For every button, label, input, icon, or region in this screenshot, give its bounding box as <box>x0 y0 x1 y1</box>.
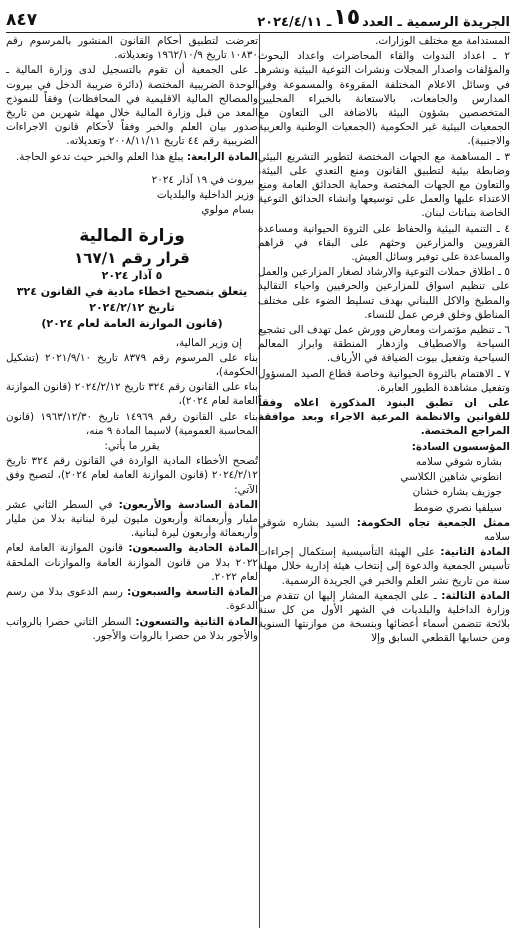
article-item <box>6 615 258 643</box>
paragraph: ٢ ـ اعداد الندوات والقاء المحاضرات واعداد البحوث والمؤلفات واصدار المجلات ونشرات التوعية البيئية ونشرها في وسائل الاعلام المختلفة المقروءة والمسموعة وفي المدارس والجامعات، بالاستعانة بالخبراء المحليين المتخصصين بشؤون البيئة بالاضافة الى التعاون مع الجمعيات البيئية غير الحكومية (الجمعيات الوطنية والعربية والاجنبية). <box>258 50 510 148</box>
paragraph: المستدامة مع مختلف الوزارات. <box>375 35 510 47</box>
preamble-line: بناء على المرسوم رقم ٨٣٧٩ تاريخ ٢٠٢١/٩/١٠ (تشكيل الحكومة)، <box>6 351 258 379</box>
left-column <box>6 34 258 930</box>
decision-subject <box>6 284 258 331</box>
preamble-line: إن وزير المالية، <box>175 336 242 349</box>
signature-title: وزير الداخلية والبلديات <box>156 189 254 202</box>
article-four <box>6 150 258 164</box>
article-text: قانون الموازنة العامة لعام ٢٠٢٢ بدلا من قانون الموازنة العامة والموازنات الملحقة لعام ٢٠٢٢. <box>6 542 258 583</box>
paragraph: ٧ ـ الاهتمام بالثروة الحيوانية وخاصة قطاع الصيد المسؤول وتفعيل مشاهدة الطيور العابرة. <box>258 367 510 394</box>
founder-name: بشاره شوقي سلامه <box>415 455 502 468</box>
decision-number: قرار رقم ١٦٧/١ <box>74 249 190 268</box>
article-label: المادة الثانية والتسعون: <box>135 615 258 628</box>
paragraph: ٦ ـ تنظيم مؤتمرات ومعارض وورش عمل تهدف الى تشجيع السياحة والاصطياف وازدهار المنطقة وابراز المعالم السياحية وتفعيل بيوت الضيافة في الأرياف. <box>258 324 510 365</box>
article-text: في السطر الثاني عشر مليار وأربعمائة وأربعون مليون ليرة لبنانية بدلا من مليار وأربعمائة وأربعون ليرة لبنانية. <box>6 498 258 540</box>
founders-list <box>258 455 510 515</box>
issue-number: ١٥ <box>333 5 361 30</box>
preamble-line: بناء على القانون رقم ١٤٩٦٩ تاريخ ١٩٦٣/١٢/٣٠ (قانون المحاسبة العمومية) لاسيما المادة ٩ منه، <box>6 410 258 437</box>
right-column <box>258 34 510 930</box>
founder-name: سيلفيا نصري ضومط <box>413 501 502 514</box>
paragraph: تعرضت لتطبيق أحكام القانون المنشور بالمرسوم رقم ١٠٨٣٠ تاريخ ١٩٦٢/١٠/٩ وتعديلاته. <box>6 35 258 62</box>
decision-date: ٥ آذار ٢٠٢٤ <box>101 269 163 283</box>
article-text: على الهيئة التأسيسية إستكمال إجراءات تأسيس الجمعية والدعوة إلى إنتخاب هيئة إدارية خلال مهلة سنة من تاريخ نشر العلم والخبر في الجريدة الرسمية. <box>258 546 510 587</box>
article-item <box>6 541 258 584</box>
article-three <box>258 589 510 646</box>
subject-line: تاريخ ٢٠٢٤/٢/١٢ <box>89 300 175 314</box>
article-label: المادة السادسة والأربعون: <box>118 498 258 511</box>
paragraph: ـ على الجمعية أن تقوم بالتسجيل لدى وزارة المالية ـ الوحدة الضريبية المختصة (دائرة ضريبة الدخل في بيروت والمصالح المالية الاقليمية في المحافظات) وفقاً للنموذج المعد من قبل وزارة المالية خلال مهلة شهرين من تاريخ صدور بيان العلم والخبر وفقاً لأحكام قانون الاجراءات الضريبية رقم ٤٤ تاريخ ٢٠٠٨/١١/١١ وتعديلاته. <box>6 64 258 148</box>
page-header <box>6 4 510 33</box>
ministry-heading: وزارة المالية <box>79 226 185 247</box>
signature-block <box>6 173 258 218</box>
gazette-title: الجريدة الرسمية ـ العدد <box>362 15 510 30</box>
paragraph: ٤ ـ التنمية البيئية والحفاظ على الثروة الحيوانية ومساعدة القرويين والمزارعين وحثهم على البقاء في قراهم والمساعدة على توفير وسائل العيش. <box>258 222 510 264</box>
compliance-clause: على ان تطبق البنود المذكورة اعلاه وفقاً للقوانين والانظمة المرعية الاجراء وبعد موافقة المراجع المختصة. <box>258 397 510 438</box>
article-item <box>6 498 258 541</box>
article-item <box>6 585 258 613</box>
article-text: ـ على الجمعية المشار إليها ان تتقدم من وزارة الداخلية والبلديات في الشهر الأول من كل سنة بلائحة تتضمن أسماء أعضائها وبنسخة من موازنتها السنوية ومن حسابها القطعي السابق وإلا <box>258 589 510 645</box>
preamble-line: بناء على القانون رقم ٣٢٤ تاريخ ٢٠٢٤/٢/١٢ (قانون الموازنة العامة لعام ٢٠٢٤)، <box>6 381 258 408</box>
issue-date: ـ ٢٠٢٤/٤/١١ <box>257 15 332 30</box>
page-number: ٨٤٧ <box>6 10 38 30</box>
article-text: يبلغ هذا العلم والخبر حيث تدعو الحاجة. <box>15 150 187 163</box>
article-label: المادة الثالثة: <box>441 589 510 602</box>
founder-name: انطوني شاهين الكلاسي <box>400 471 502 484</box>
gazette-title-group <box>257 5 510 30</box>
article-label: المادة التاسعة والسبعون: <box>127 586 258 599</box>
founder-name: جوزيف بشاره خشان <box>412 486 502 499</box>
founders-heading: المؤسسون السادة: <box>411 440 510 453</box>
decides-line: يقرر ما يأتي: <box>104 440 160 453</box>
subject-line: يتعلق بتصحيح اخطاء مادية في القانون ٣٢٤ <box>16 284 248 298</box>
article-two <box>258 545 510 588</box>
article-label: المادة الحادية والسبعون: <box>128 542 258 555</box>
government-representative <box>258 516 510 544</box>
paragraph: ٥ ـ اطلاق حملات التوعية والارشاد لصغار المزارعين والعمل على تنظيم اسواق للمزارعين والحرفيين واحياء التقاليد والمطبخ والاكل اللبناني بهدف تسليط الضوء على مختلف المناطق وخلق فرص عمل للنساء. <box>258 266 510 321</box>
signature-place-date: بيروت في ١٩ آذار ٢٠٢٤ <box>151 173 254 186</box>
representative-label: ممثل الجمعية تجاه الحكومة: <box>356 516 510 529</box>
correction-intro: تُصحح الأخطاء المادية الواردة في القانون رقم ٣٢٤ تاريخ ٢٠٢٤/٢/١٢ (قانون الموازنة العامة لعام ٢٠٢٤)، لتصبح وفق الآتي: <box>6 455 258 496</box>
subject-line: (قانون الموازنة العامة لعام ٢٠٢٤) <box>41 316 223 330</box>
article-text: السطر الثاني حصرا بالرواتب والأجور بدلا من حصرا بالروات والأجور. <box>6 615 258 642</box>
representative-name: السيد بشاره شوقي سلامه <box>258 516 510 543</box>
paragraph: ٣ ـ المساهمة مع الجهات المختصة لتطوير التشريع البيئي وضابطة بيئية لتطبيق القانون ومنع التعدي على البيئة، والتعاون مع الجهات المختصة وحماية الحدائق العامة ومنع الاعتداء عليها والعمل على توسيعها وانشاء الحدائق التوعية الخاصة بنباتات لبنان. <box>258 150 510 220</box>
article-label: المادة الرابعة: <box>186 150 258 163</box>
article-text: رسم الدعوى بدلا من رسم الدعوة. <box>6 586 258 613</box>
signature-name: بسام مولوي <box>201 204 254 217</box>
article-label: المادة الثانية: <box>440 546 510 559</box>
